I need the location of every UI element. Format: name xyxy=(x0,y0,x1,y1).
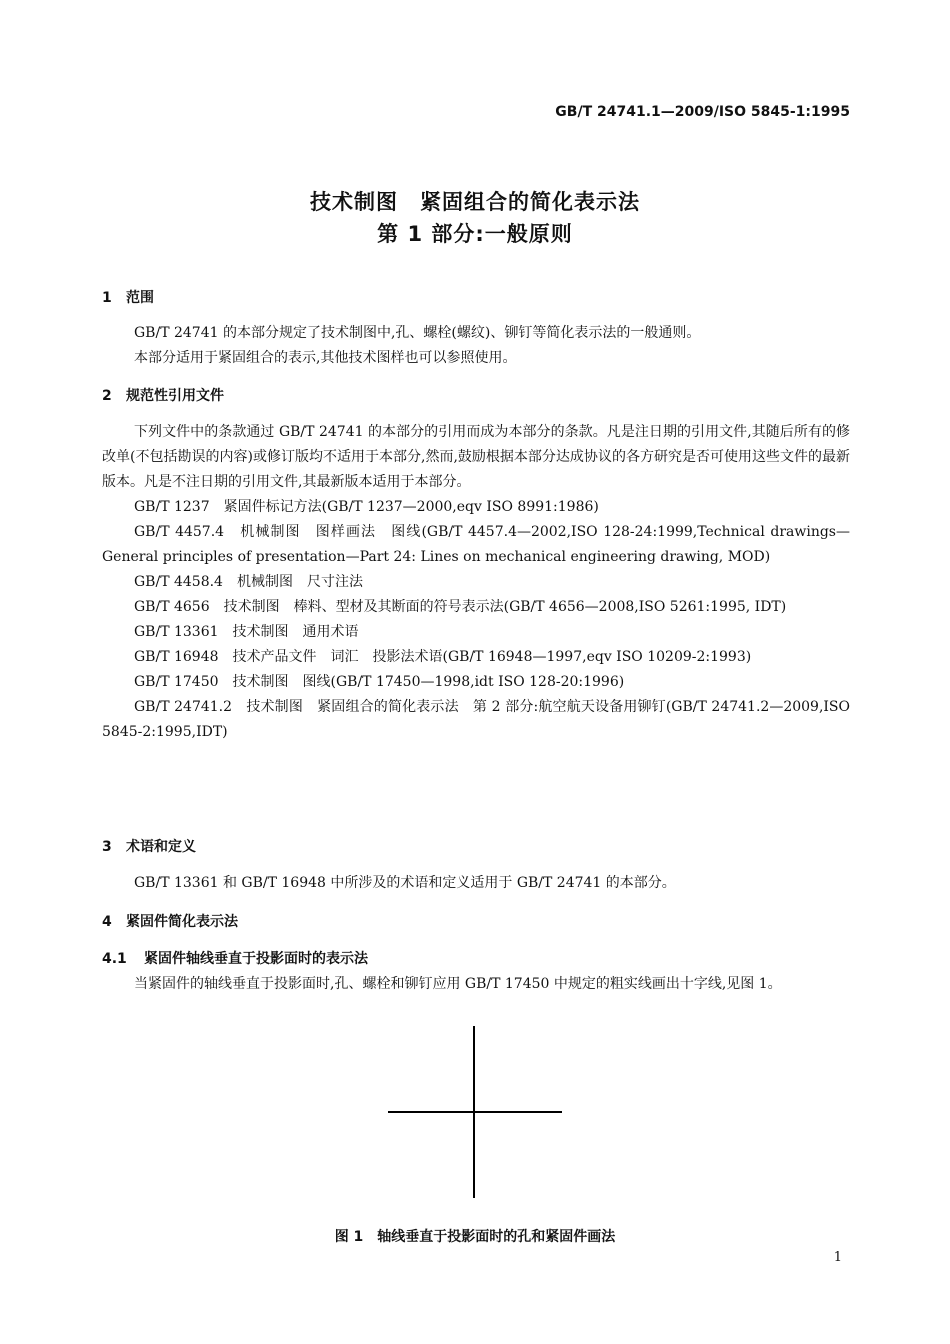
reference-item: GB/T 4656 技术制图 棒料、型材及其断面的符号表示法(GB/T 4656—2008,ISO 5261:1995, IDT) xyxy=(134,599,787,615)
section-number: 3 xyxy=(102,839,112,855)
section-3-body xyxy=(102,871,850,896)
section-1-heading xyxy=(102,287,154,307)
section-title: 紧固件轴线垂直于投影面时的表示法 xyxy=(144,951,368,967)
document-title-line1: 技术制图 紧固组合的简化表示法 xyxy=(310,190,640,214)
paragraph: GB/T 24741 的本部分规定了技术制图中,孔、螺栓(螺纹)、铆钉等简化表示法的一般通则。 xyxy=(134,325,701,341)
reference-item: GB/T 4458.4 机械制图 尺寸注法 xyxy=(134,574,363,590)
paragraph: 下列文件中的条款通过 GB/T 24741 的本部分的引用而成为本部分的条款。凡是注日期的引用文件,其随后所有的修改单(不包括勘误的内容)或修订版均不适用于本部分,然而,鼓励根据本部分达成协议的各方研究是否可使用这些文件的最新版本。凡是不注日期的引用文件,其最新版本适用于本部分。 xyxy=(102,424,850,490)
section-title: 范围 xyxy=(126,290,154,306)
section-4-heading xyxy=(102,911,238,931)
section-3-heading xyxy=(102,836,196,856)
reference-item: GB/T 17450 技术制图 图线(GB/T 17450—1998,idt ISO 128-20:1996) xyxy=(134,674,625,690)
section-number: 4.1 xyxy=(102,951,127,967)
reference-item: GB/T 16948 技术产品文件 词汇 投影法术语(GB/T 16948—1997,eqv ISO 10209-2:1993) xyxy=(134,649,752,665)
section-4-1-body xyxy=(102,972,850,997)
paragraph: 当紧固件的轴线垂直于投影面时,孔、螺栓和铆钉应用 GB/T 17450 中规定的粗实线画出十字线,见图 1。 xyxy=(134,976,782,992)
reference-item: GB/T 4457.4 机械制图 图样画法 图线(GB/T 4457.4—2002,ISO 128-24:1999,Technical drawings—General principles of presentation—Part 24: Lines on mechanical engineering drawing, MOD) xyxy=(102,524,850,565)
document-title-line2: 第 1 部分:一般原则 xyxy=(377,222,573,246)
paragraph: GB/T 13361 和 GB/T 16948 中所涉及的术语和定义适用于 GB/T 24741 的本部分。 xyxy=(134,875,676,891)
section-2-body xyxy=(102,420,850,745)
page-number: 1 xyxy=(833,1250,842,1265)
section-title: 规范性引用文件 xyxy=(126,388,224,404)
section-number: 4 xyxy=(102,914,112,930)
reference-item: GB/T 13361 技术制图 通用术语 xyxy=(134,624,359,640)
figure-caption: 图 1 轴线垂直于投影面时的孔和紧固件画法 xyxy=(334,1229,616,1245)
standard-code: GB/T 24741.1—2009/ISO 5845-1:1995 xyxy=(555,104,850,120)
section-2-heading xyxy=(102,385,224,405)
section-number: 1 xyxy=(102,290,112,306)
section-title: 术语和定义 xyxy=(126,839,196,855)
section-title: 紧固件简化表示法 xyxy=(126,914,238,930)
section-4-1-heading xyxy=(102,948,368,968)
section-1-body xyxy=(102,321,850,371)
reference-item: GB/T 24741.2 技术制图 紧固组合的简化表示法 第 2 部分:航空航天设备用铆钉(GB/T 24741.2—2009,ISO 5845-2:1995,IDT) xyxy=(102,699,850,740)
figure-1-crosshair xyxy=(388,1026,562,1198)
paragraph: 本部分适用于紧固组合的表示,其他技术图样也可以参照使用。 xyxy=(134,350,517,366)
reference-item: GB/T 1237 紧固件标记方法(GB/T 1237—2000,eqv ISO 8991:1986) xyxy=(134,499,599,515)
section-number: 2 xyxy=(102,388,112,404)
